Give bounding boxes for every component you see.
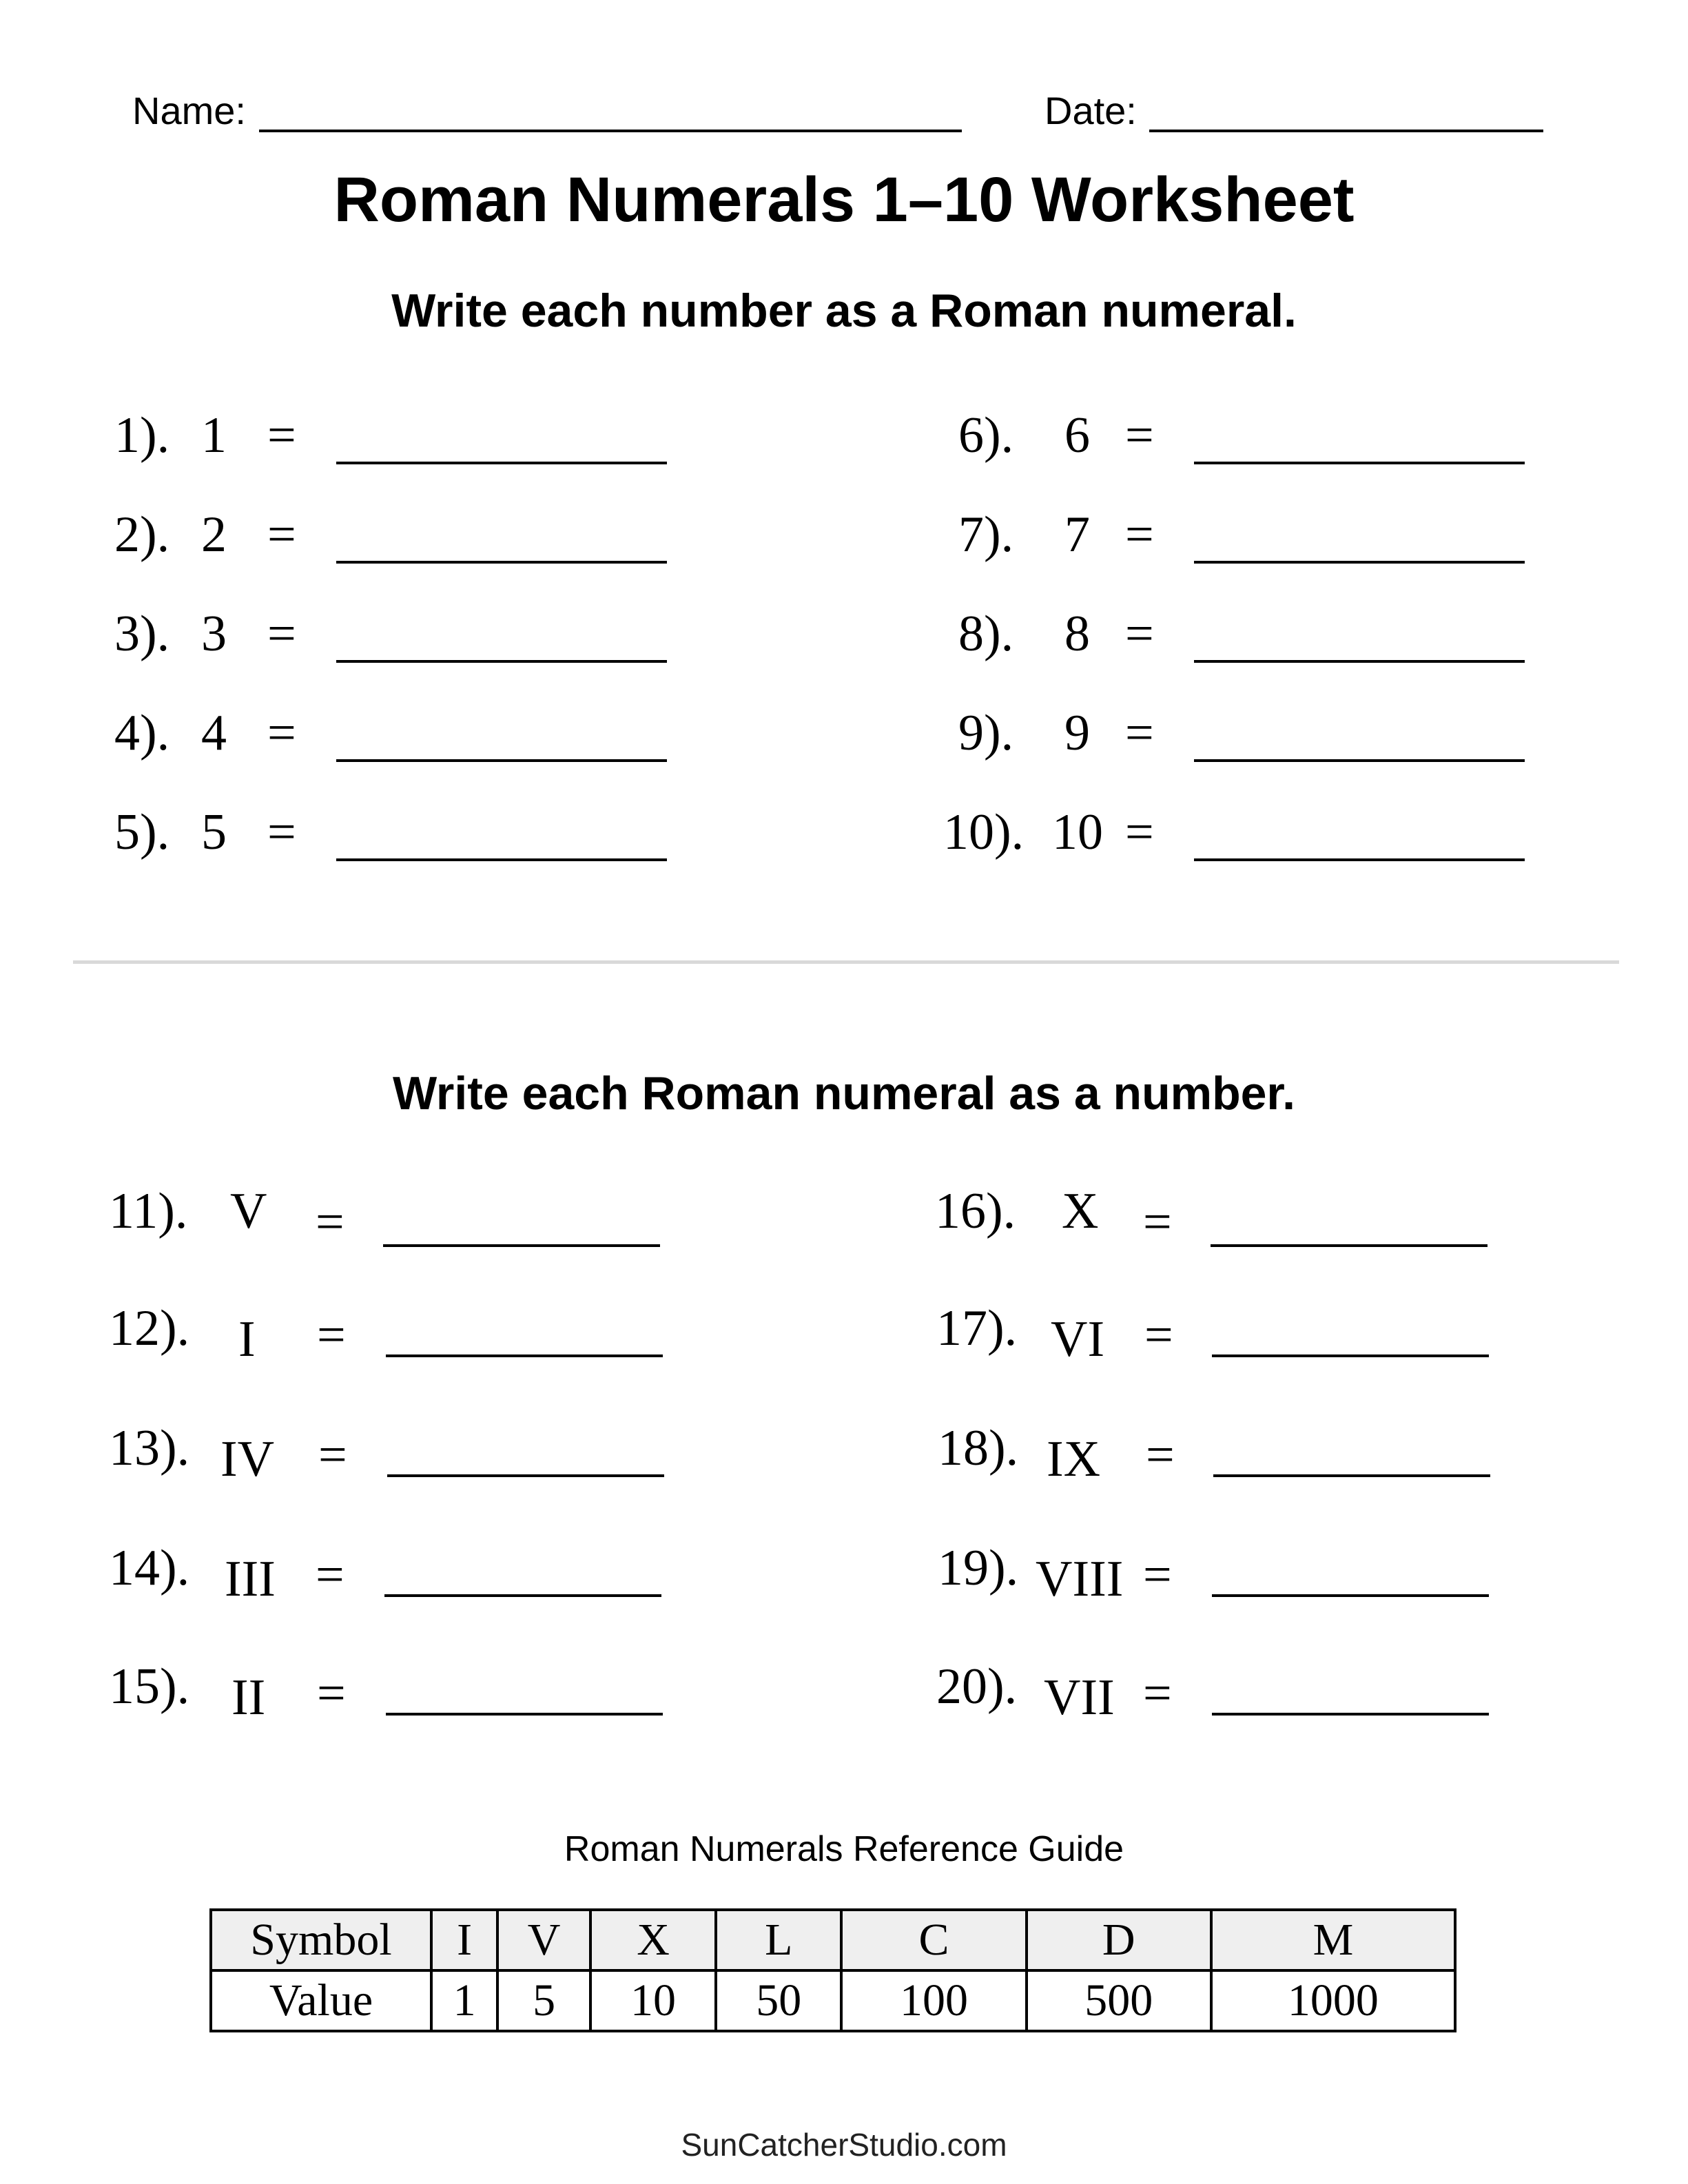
value-header: Value xyxy=(211,1970,431,2031)
problem-given: IX xyxy=(1047,1431,1101,1487)
problem-given: IV xyxy=(220,1431,275,1487)
answer-blank[interactable] xyxy=(1194,858,1525,861)
problem-given: 1 xyxy=(201,407,227,464)
value-cell: 100 xyxy=(841,1970,1026,2031)
problem-8 xyxy=(844,605,1688,688)
equals-sign: = xyxy=(1125,606,1154,662)
answer-blank[interactable] xyxy=(1212,1594,1489,1597)
problem-given: II xyxy=(231,1669,266,1726)
problem-number: 6). xyxy=(958,407,1014,464)
answer-blank[interactable] xyxy=(1194,759,1525,762)
problem-number: 17). xyxy=(936,1300,1018,1357)
problem-number: 19). xyxy=(938,1540,1019,1596)
equals-sign: = xyxy=(1125,705,1154,761)
problem-number: 9). xyxy=(958,705,1014,761)
answer-blank[interactable] xyxy=(1212,1354,1489,1357)
problem-number: 15). xyxy=(109,1658,190,1715)
value-cell: 5 xyxy=(497,1970,590,2031)
problem-19 xyxy=(844,1539,1688,1622)
answer-blank[interactable] xyxy=(1194,462,1525,464)
problem-3 xyxy=(0,605,844,688)
symbol-cell: M xyxy=(1211,1910,1455,1970)
equals-sign: = xyxy=(1125,804,1154,861)
problem-given: VII xyxy=(1044,1669,1115,1726)
problem-given: VIII xyxy=(1036,1551,1124,1607)
problem-given: I xyxy=(238,1311,256,1368)
problem-14 xyxy=(0,1539,844,1622)
problem-20 xyxy=(844,1658,1688,1740)
answer-blank[interactable] xyxy=(383,1244,660,1247)
equals-sign: = xyxy=(317,1665,346,1722)
problem-number: 10). xyxy=(943,804,1025,861)
problem-16 xyxy=(844,1182,1688,1265)
equals-sign: = xyxy=(316,1547,344,1603)
problem-9 xyxy=(844,704,1688,787)
problem-number: 14). xyxy=(109,1540,190,1596)
answer-blank[interactable] xyxy=(386,1354,663,1357)
problem-given: 3 xyxy=(201,606,227,662)
equals-sign: = xyxy=(317,1307,346,1363)
answer-blank[interactable] xyxy=(336,660,667,663)
problem-1 xyxy=(0,406,844,489)
problem-number: 5). xyxy=(114,804,170,861)
problem-number: 8). xyxy=(958,606,1014,662)
equals-sign: = xyxy=(267,606,296,662)
problem-5 xyxy=(0,803,844,886)
problem-number: 2). xyxy=(114,506,170,563)
symbol-cell: X xyxy=(590,1910,716,1970)
value-cell: 10 xyxy=(590,1970,716,2031)
problem-17 xyxy=(844,1299,1688,1382)
problem-7 xyxy=(844,506,1688,588)
problem-given: III xyxy=(225,1551,276,1607)
equals-sign: = xyxy=(1143,1547,1172,1603)
value-cell: 1 xyxy=(431,1970,497,2031)
equals-sign: = xyxy=(267,804,296,861)
reference-table xyxy=(209,1908,1457,2032)
problem-12 xyxy=(0,1299,844,1382)
problem-15 xyxy=(0,1658,844,1740)
equals-sign: = xyxy=(1144,1307,1173,1363)
name-line[interactable] xyxy=(259,130,962,132)
date-line[interactable] xyxy=(1149,130,1543,132)
problem-number: 18). xyxy=(938,1420,1019,1476)
value-row xyxy=(211,1970,1455,2031)
problem-number: 7). xyxy=(958,506,1014,563)
value-cell: 500 xyxy=(1027,1970,1211,2031)
problem-given: V xyxy=(230,1183,267,1239)
problem-number: 13). xyxy=(109,1420,190,1476)
equals-sign: = xyxy=(1125,506,1154,563)
answer-blank[interactable] xyxy=(386,1713,663,1716)
value-cell: 1000 xyxy=(1211,1970,1455,2031)
problem-number: 4). xyxy=(114,705,170,761)
problem-given: 7 xyxy=(1064,506,1090,563)
equals-sign: = xyxy=(316,1194,344,1250)
answer-blank[interactable] xyxy=(1211,1244,1488,1247)
problem-18 xyxy=(844,1419,1688,1502)
symbol-header: Symbol xyxy=(211,1910,431,1970)
symbol-row xyxy=(211,1910,1455,1970)
name-label: Name: xyxy=(132,89,246,132)
problem-number: 11). xyxy=(109,1183,188,1239)
answer-blank[interactable] xyxy=(1212,1713,1489,1716)
problem-given: 5 xyxy=(201,804,227,861)
problem-given: 4 xyxy=(201,705,227,761)
reference-caption: Roman Numerals Reference Guide xyxy=(564,1829,1124,1869)
equals-sign: = xyxy=(267,506,296,563)
problem-given: 9 xyxy=(1064,705,1090,761)
answer-blank[interactable] xyxy=(336,759,667,762)
answer-blank[interactable] xyxy=(387,1474,664,1477)
answer-blank[interactable] xyxy=(1213,1474,1490,1477)
problem-given: VI xyxy=(1051,1311,1105,1368)
problem-6 xyxy=(844,406,1688,489)
problem-given: 8 xyxy=(1064,606,1090,662)
answer-blank[interactable] xyxy=(1194,660,1525,663)
problem-given: 6 xyxy=(1064,407,1090,464)
answer-blank[interactable] xyxy=(336,462,667,464)
value-cell: 50 xyxy=(716,1970,841,2031)
problem-given: 2 xyxy=(201,506,227,563)
problem-number: 16). xyxy=(935,1183,1016,1239)
equals-sign: = xyxy=(1143,1194,1172,1250)
problem-10 xyxy=(844,803,1688,886)
section1-heading: Write each number as a Roman numeral. xyxy=(391,285,1297,337)
equals-sign: = xyxy=(1143,1665,1172,1722)
symbol-cell: D xyxy=(1027,1910,1211,1970)
problem-number: 20). xyxy=(936,1658,1018,1715)
problem-given: X xyxy=(1062,1183,1099,1239)
symbol-cell: C xyxy=(841,1910,1026,1970)
date-label: Date: xyxy=(1044,89,1137,132)
problem-number: 1). xyxy=(114,407,170,464)
problem-given: 10 xyxy=(1052,804,1103,861)
problem-2 xyxy=(0,506,844,588)
equals-sign: = xyxy=(1125,407,1154,464)
problem-number: 12). xyxy=(109,1300,190,1357)
symbol-cell: I xyxy=(431,1910,497,1970)
answer-blank[interactable] xyxy=(336,858,667,861)
equals-sign: = xyxy=(318,1427,347,1483)
equals-sign: = xyxy=(267,407,296,464)
worksheet-title: Roman Numerals 1–10 Worksheet xyxy=(333,165,1355,235)
symbol-cell: L xyxy=(716,1910,841,1970)
answer-blank[interactable] xyxy=(384,1594,661,1597)
problem-number: 3). xyxy=(114,606,170,662)
symbol-cell: V xyxy=(497,1910,590,1970)
equals-sign: = xyxy=(1146,1427,1175,1483)
problem-4 xyxy=(0,704,844,787)
problem-11 xyxy=(0,1182,844,1265)
equals-sign: = xyxy=(267,705,296,761)
section2-heading: Write each Roman numeral as a number. xyxy=(392,1067,1296,1120)
section-divider xyxy=(73,960,1619,964)
footer-site: SunCatcherStudio.com xyxy=(681,2127,1007,2163)
problem-13 xyxy=(0,1419,844,1502)
answer-blank[interactable] xyxy=(1194,561,1525,564)
answer-blank[interactable] xyxy=(336,561,667,564)
